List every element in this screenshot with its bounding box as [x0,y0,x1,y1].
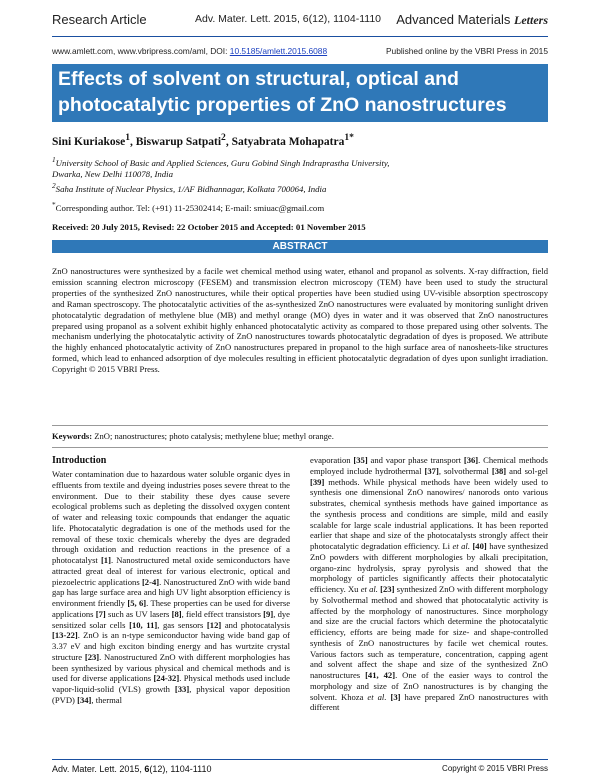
keywords [52,431,334,441]
ref-citation: [35] [353,455,368,465]
text-run: . These properties can be used for diverse applications [52,598,291,619]
text-run: . Nanostructured ZnO with wide band gap has large surface area and high UV light absorption efficiency is environment friendly [52,576,290,608]
et-al: et al. [360,584,378,594]
text-run: and vapor phase transport [367,455,464,465]
ref-citation: [33] [174,684,190,694]
text-run: and sol-gel [506,465,548,476]
ref-citation: [13-22] [52,630,78,641]
ref-citation: [34] [77,694,92,705]
footer-citation [52,764,211,774]
text-run: . Physical methods used include vapor-liquid-solid (VLS) growth [52,673,290,694]
text-run: . Nanostructured metal oxide semiconductors have attracted great deal of interest for various electronic, optical and piezoelectric applications [52,555,290,587]
title-line-2: photocatalytic properties of ZnO nanostructures [58,94,507,116]
ref-citation: [3] [390,691,401,702]
keywords-text: ZnO; nanostructures; photo catalysis; methylene blue; methyl orange. [94,431,334,441]
ref-citation: [2-4] [141,576,160,587]
ref-citation: [8] [171,608,182,619]
text-run: methods. While physical methods have been widely used to synthesis one dimensional ZnO nanowires/ nanorods onto various substrates, chemical synthesis methods have gained importance as the synthesis process and conditions are simple, mild and easily scalable for large scale industrial applications. It has been reported earlier that shape and size of the photocatalysts strongly affect their photocatalytic degradation efficiency. Li [310,476,548,551]
keywords-rule-top [52,425,548,426]
author-1: Sini Kuriakose [52,135,126,148]
affil-1-line-1: University School of Basic and Applied Sciences, Guru Gobind Singh Indraprastha University, [55,157,390,168]
text-run: evaporation [310,455,354,465]
doi-link[interactable]: 10.5185/amlett.2015.6088 [229,46,328,56]
url-prefix: www.amlett.com, www.vbripress.com/aml, DOI: [52,46,228,56]
author-list: Sini Kuriakose$^1$, Biswarup Satpati$^2$, Satyabrata Mohapatra$^{1*}$ [52,132,354,148]
published-note: Published online by the VBRI Press in 2015 [385,46,548,56]
text-run: Water contamination due to hazardous water soluble organic dyes in effluents from textile and dyeing industries poses severe threat to the environment. Due to their stability these dyes cause severe ecological problems such as depleting the dissolved oxygen content of water and releasing toxic compounds that endanger the aquatic life. Photocatalytic degradation is one of the methods used for the removal of these toxic chemicals whereby the dyes are degraded through oxidation and reduction reactions in the presence of a photocatalyst [52,469,290,565]
affil-2: Saha Institute of Nuclear Physics, 1/AF Bidhannagar, Kolkata 700064, India [55,184,327,195]
author-2-sup: 2 [221,132,226,143]
et-al: et al. [452,541,470,551]
ref-citation: [23] [84,651,100,662]
journal-name [396,12,548,28]
ref-citation: [1] [100,555,111,565]
body-column-right [310,455,548,713]
affil-sup-1: 1 [52,155,56,164]
footer-volume: 6 [144,764,150,774]
ref-citation: [10, 11] [129,619,158,630]
ref-citation: [9] [263,608,274,619]
text-run: . Nanostructured ZnO with different morphologies has been synthesized by various physical and chemical methods and is used for diverse applications [52,651,290,684]
ref-citation: [24-32] [153,673,180,684]
author-1-sup: 1 [125,132,130,143]
text-run: synthesized ZnO with different morphology by Solvothermal method and showed that photocatalytic activity is affected by the morphology of nanostructures. Since morphology and size are the crucial factors which determine the photocatalytic efficiency, efforts are being made for size- and shape-controlled synthesis of ZnO nanostructures by facile wet chemical routes. Various factors such as temperature, concentration, capping agent and solvent affect the shape and size of the synthesized ZnO nanostructures [310,584,548,680]
header-citation: Adv. Mater. Lett. 2015, 6(12), 1104-1110 [195,13,382,25]
corresponding-text: Corresponding author. Tel: (+91) 11-25302414; E-mail: smiuac@gmail.com [55,202,325,213]
author-2: Biswarup Satpati [135,135,222,148]
affil-1-line-2: Dwarka, New Delhi 110078, India [52,169,174,180]
ref-citation: [23] [380,584,395,594]
text-run: have prepared ZnO nanostructures with different [310,691,548,713]
text-run: , physical vapor deposition (PVD) [52,684,291,705]
title-line-1: Effects of solvent on structural, optical and [58,68,459,90]
abstract-heading: ABSTRACT [52,240,548,253]
affiliations [52,154,390,195]
text-run: . Chemical methods employed include hydrothermal [310,455,548,476]
keywords-rule-bottom [52,447,548,448]
text-run: . One of the easier ways to control the morphology and size of ZnO nanostructures is by changing the solvent. Khoza [310,670,548,702]
ref-citation: [5, 6] [127,598,147,608]
section-label: Research Article [52,12,147,27]
ref-citation: [36] [463,455,479,465]
ref-citation: [38] [491,465,507,476]
text-run: and photocatalysis [221,619,290,630]
corresponding-author: *Corresponding author. Tel: (+91) 11-25302414; E-mail: smiuac@gmail.com [52,200,325,213]
footer-copyright: Copyright © 2015 VBRI Press [442,764,548,773]
ref-citation: [12] [206,619,222,630]
et-al: et al. [367,691,387,702]
journal-urls [52,46,327,56]
body-column-left [52,469,290,706]
ref-citation: [7] [95,608,106,619]
affil-sup-2: 2 [52,181,56,191]
text-run: have synthesized ZnO powders with different morphologies by alkali precipitation, organo-zinc hydrolysis, spray pyrolysis and showed that the morphology of particles significantly affects their photocatalytic efficiency. Xu [310,541,548,594]
article-dates: Received: 20 July 2015, Revised: 22 October 2015 and Accepted: 01 November 2015 [52,222,366,232]
text-run: such as UV lasers [105,608,172,619]
footer-citation-a: Adv. Mater. Lett. 2015, [52,764,145,774]
author-3: Satyabrata Mohapatra [231,135,345,148]
ref-citation: [37] [424,465,439,476]
article-title [52,64,548,122]
footer-rule [52,759,548,760]
text-run: , dye sensitized solar cells [52,608,290,630]
author-3-sup: 1* [344,132,354,143]
ref-citation: [40] [472,541,487,551]
journal-name-text: Advanced Materials [396,12,511,27]
ref-citation: [39] [310,476,325,487]
keywords-label: Keywords: [52,431,93,441]
header-rule [52,36,548,37]
footer-citation-b: (12), 1104-1110 [149,764,212,774]
abstract-text: ZnO nanostructures were synthesized by a facile wet chemical method using water, ethanol and propanol as solvents. X-ray diffraction, field emission scanning electron microscopy (FESEM) and transmission electron microscopy (TEM) have been used to study the structural properties of the synthesized ZnO nanostructures, while their optical properties have been studied using UV-visible absorption spectroscopy and Raman spectroscopy. The photocatalytic activities of the as-synthesized ZnO nanostructures were evaluated by monitoring sunlight driven photocatalytic degradation of methylene blue (MB) and methyl orange (MO) dyes in water and it was observed that ZnO nanostructures prepared using propanol as a solvent exhibit highly enhanced photocatalytic activity as compared to those prepared using other solvents. The mechanism underlying the photocatalytic activity of ZnO nanostructures towards photocatalytic degradation of dyes is proposed. We attribute the highly enhanced photocatalytic activity of ZnO nanostructures prepared in propanol to the high surface area of nanosheets-like structures formed, which lead to enhanced adsorption of dye molecules resulting in efficient photocatalytic degradation of dyes upon sunlight irradiation. Copyright © 2015 VBRI Press. [52,266,548,375]
text-run: , gas sensors [157,619,207,630]
text-run: . ZnO is an n-type semiconductor having wide band gap of 3.37 eV and high exciton binding energy and has wurtzite crystal structure [52,630,290,662]
text-run: , solvothermal [438,465,492,476]
introduction-heading: Introduction [52,455,107,466]
ref-citation: [41, 42] [365,670,396,680]
text-run: , thermal [91,694,122,705]
journal-name-suffix: Letters [514,13,548,27]
text-run: , field effect transistors [181,608,264,619]
